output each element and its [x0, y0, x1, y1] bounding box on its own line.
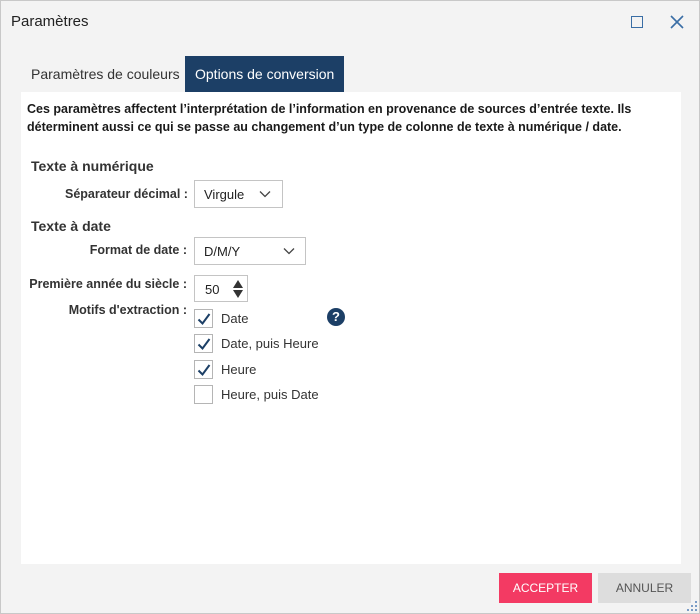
numeric-section-title: Texte à numérique — [31, 158, 154, 174]
century-year-value: 50 — [205, 282, 220, 297]
date-format-select[interactable] — [194, 237, 306, 265]
century-year-stepper[interactable] — [194, 275, 248, 302]
tab-color-settings[interactable]: Paramètres de couleurs — [31, 66, 180, 82]
century-year-label: Première année du siècle : — [29, 277, 187, 291]
intro-text: Ces paramètres affectent l’interprétation de l’information en provenance de sources d’entrée texte. Ils déterminent aussi ce qui se passe au changement d’un type de colonne de texte à numérique / date. — [27, 102, 632, 134]
pattern-time-then-date-label: Heure, puis Date — [221, 387, 319, 402]
close-icon — [667, 12, 687, 32]
stepper-up-icon[interactable] — [233, 280, 243, 288]
check-icon — [196, 311, 212, 327]
close-button[interactable] — [667, 12, 687, 32]
checkbox-box[interactable] — [194, 385, 213, 404]
checkbox-box[interactable] — [194, 360, 213, 379]
pattern-time-label: Heure — [221, 362, 257, 377]
resize-grip-icon[interactable] — [687, 601, 697, 611]
chevron-down-icon — [259, 190, 271, 198]
maximize-button[interactable] — [627, 12, 647, 32]
pattern-date-label: Date — [221, 311, 249, 326]
title-bar — [1, 1, 699, 43]
check-icon — [196, 336, 212, 352]
accept-button[interactable]: ACCEPTER — [499, 573, 592, 603]
cancel-button[interactable]: ANNULER — [598, 573, 691, 603]
date-format-label: Format de date : — [89, 243, 187, 257]
extraction-patterns-label: Motifs d'extraction : — [68, 303, 187, 317]
decimal-separator-label: Séparateur décimal : — [65, 187, 188, 201]
date-format-value: D/M/Y — [204, 244, 241, 259]
date-section-title: Texte à date — [31, 218, 111, 234]
dialog-title: Paramètres — [11, 13, 89, 30]
maximize-icon — [631, 16, 643, 28]
conversion-options-panel — [21, 92, 681, 564]
decimal-separator-select[interactable] — [194, 180, 283, 208]
check-icon — [196, 362, 212, 378]
stepper-down-icon[interactable] — [233, 290, 243, 298]
tab-conversion-options[interactable]: Options de conversion — [185, 56, 344, 92]
pattern-date-then-time-label: Date, puis Heure — [221, 336, 319, 351]
chevron-down-icon — [283, 247, 295, 255]
help-icon[interactable]: ? — [327, 308, 345, 326]
decimal-separator-value: Virgule — [204, 187, 245, 202]
checkbox-box[interactable] — [194, 309, 213, 328]
checkbox-box[interactable] — [194, 334, 213, 353]
